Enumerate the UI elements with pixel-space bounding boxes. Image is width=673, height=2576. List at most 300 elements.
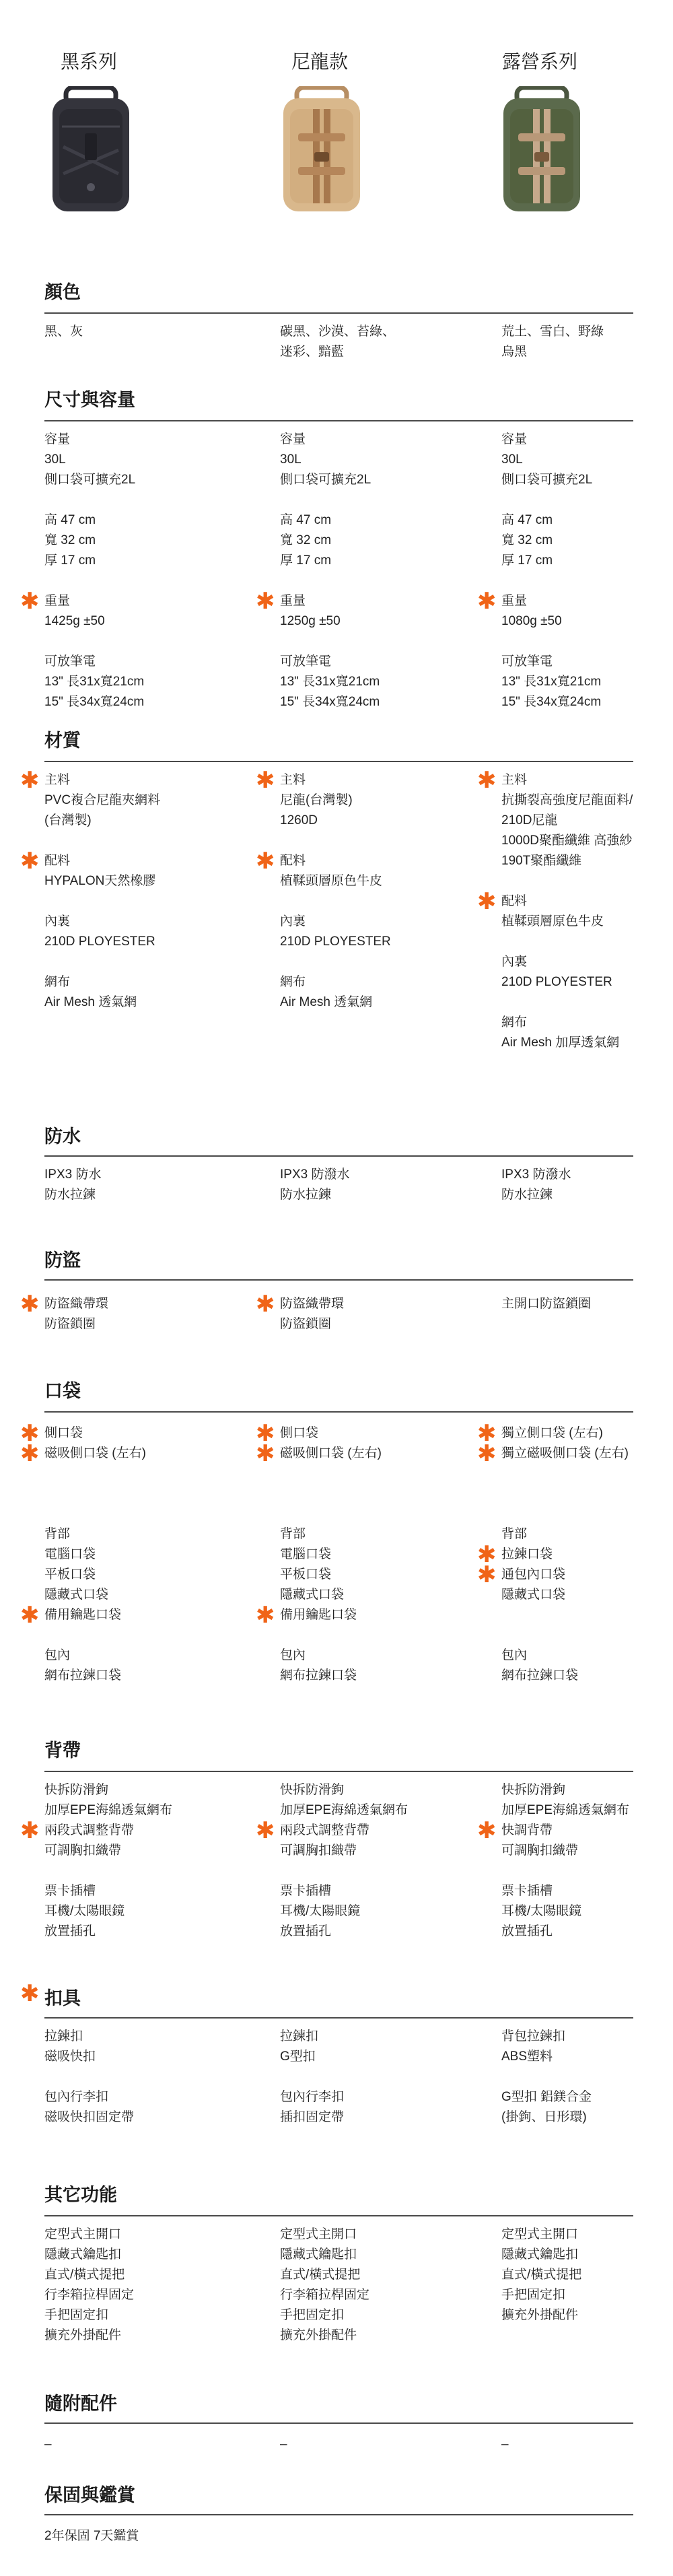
cell-straps-nylon xyxy=(256,1780,482,1942)
spec-line xyxy=(44,2435,246,2455)
spec-line xyxy=(280,2305,482,2326)
spec-line xyxy=(44,430,246,450)
section-divider xyxy=(44,2017,633,2019)
spec-text: 烏黑 xyxy=(501,345,528,359)
spec-text: 13" 長31x寬21cm xyxy=(280,675,380,689)
spacer xyxy=(44,1861,246,1881)
spec-text: 厚 17 cm xyxy=(44,553,96,568)
spacer xyxy=(280,632,482,652)
spacer xyxy=(280,1504,482,1524)
spec-line xyxy=(280,430,482,450)
cell-other-nylon xyxy=(280,2225,482,2346)
spec-text: 快拆防滑鉤 xyxy=(501,1783,566,1797)
spec-text: 30L xyxy=(501,452,523,467)
cell-antitheft-camping xyxy=(501,1294,673,1314)
spec-text: 高 47 cm xyxy=(501,513,553,527)
cell-waterproof-camping xyxy=(501,1165,673,1205)
spec-text: 1260D xyxy=(280,813,318,827)
cell-straps-black xyxy=(20,1780,246,1942)
spec-text: 背部 xyxy=(501,1527,528,1541)
star-marker-icon: ✱ xyxy=(256,1291,275,1318)
spec-text: 網布拉鍊口袋 xyxy=(280,1668,357,1683)
spec-line xyxy=(280,1185,482,1205)
spec-line xyxy=(280,1881,482,1901)
spec-line xyxy=(501,790,673,811)
spec-text: Air Mesh 透氣網 xyxy=(44,995,137,1009)
spec-text: 重量 xyxy=(501,594,528,608)
spec-line xyxy=(44,672,246,692)
spec-line xyxy=(501,2107,673,2128)
spec-line xyxy=(501,1800,673,1821)
spec-line xyxy=(44,1314,246,1334)
spec-line xyxy=(501,1881,673,1901)
spec-text: 1250g ±50 xyxy=(280,614,341,628)
spec-text: – xyxy=(44,2437,52,2451)
spec-text: 電腦口袋 xyxy=(44,1547,96,1561)
cell-pockets-black xyxy=(20,1420,246,1686)
spec-text: 1000D聚酯纖維 高強紗 xyxy=(501,834,633,848)
cell-color-nylon xyxy=(280,322,482,362)
spec-line xyxy=(280,1585,482,1605)
spec-text: 190T聚酯纖維 xyxy=(501,854,582,868)
star-marker-icon: ✱ xyxy=(256,1420,275,1447)
spec-line xyxy=(477,888,673,915)
spec-line xyxy=(20,1817,246,1844)
spec-text: 防水拉鍊 xyxy=(44,1188,96,1202)
spec-line xyxy=(44,470,246,490)
spacer xyxy=(44,831,246,851)
spec-line xyxy=(256,1602,482,1629)
spec-line xyxy=(280,672,482,692)
spec-text: 耳機/太陽眼鏡 xyxy=(44,1904,125,1918)
spec-line xyxy=(280,871,482,891)
spec-text: 包內 xyxy=(280,1648,306,1662)
spec-line xyxy=(256,1440,482,1467)
spec-line xyxy=(280,531,482,551)
spec-line xyxy=(20,767,246,794)
spec-line xyxy=(501,912,673,932)
spacer xyxy=(44,952,246,972)
spec-line xyxy=(20,1420,246,1447)
spec-text: G型扣 xyxy=(280,2049,316,2064)
spec-line xyxy=(44,1922,246,1942)
section-divider xyxy=(44,2514,633,2515)
spec-text: 防盜織帶環 xyxy=(44,1297,109,1311)
spec-line xyxy=(44,652,246,672)
spec-line xyxy=(280,2265,482,2285)
cell-antitheft-black xyxy=(20,1291,246,1334)
spec-text: 獨立磁吸側口袋 (左右) xyxy=(501,1446,629,1460)
spec-text: 可調胸扣織帶 xyxy=(44,1843,122,1858)
spec-text: 定型式主開口 xyxy=(501,2227,579,2241)
spec-text: 13" 長31x寬21cm xyxy=(44,675,145,689)
spec-line xyxy=(44,2107,246,2128)
spec-line xyxy=(44,992,246,1013)
spec-text: 厚 17 cm xyxy=(501,553,553,568)
cell-waterproof-black xyxy=(44,1165,246,1205)
spec-line xyxy=(280,2027,482,2047)
spec-line xyxy=(501,430,673,450)
spec-line xyxy=(501,1165,673,1185)
spec-line xyxy=(501,1841,673,1861)
spec-text: 磁吸側口袋 (左右) xyxy=(44,1446,146,1460)
spec-text: 可放筆電 xyxy=(501,654,553,669)
spacer xyxy=(280,1484,482,1504)
spec-line xyxy=(44,1585,246,1605)
spec-line xyxy=(280,2245,482,2265)
spec-line xyxy=(501,1922,673,1942)
spec-text: 快調背帶 xyxy=(501,1823,553,1837)
spec-text: 主料 xyxy=(501,773,528,787)
spec-text: 防盜織帶環 xyxy=(280,1297,345,1311)
spec-text: 擴充外掛配件 xyxy=(501,2308,579,2322)
star-marker-icon: ✱ xyxy=(477,1541,497,1568)
spec-text: 備用鑰匙口袋 xyxy=(44,1608,122,1622)
spec-text: 容量 xyxy=(280,432,306,446)
star-marker-icon: ✱ xyxy=(477,767,497,794)
section-title-straps: 背帶 xyxy=(44,1740,81,1761)
spacer xyxy=(280,1625,482,1646)
cell-other-black xyxy=(44,2225,246,2346)
spec-line xyxy=(256,588,482,615)
spec-line xyxy=(501,1013,673,1033)
spec-text: 隱藏式口袋 xyxy=(501,1588,566,1602)
spec-text: 快拆防滑鉤 xyxy=(44,1783,109,1797)
spec-line xyxy=(44,1841,246,1861)
star-marker-icon: ✱ xyxy=(20,1440,40,1467)
spec-text: 30L xyxy=(280,452,302,467)
spec-text: 荒土、雪白、野綠 xyxy=(501,325,604,339)
spec-line xyxy=(44,2326,246,2346)
section-divider xyxy=(44,1279,633,1281)
spec-text: 內裏 xyxy=(44,914,71,928)
spec-line xyxy=(256,1817,482,1844)
cell-size-camping xyxy=(477,430,673,712)
spec-text: 票卡插槽 xyxy=(501,1884,553,1898)
spec-text: 寬 32 cm xyxy=(44,533,96,547)
spec-text: 重量 xyxy=(280,594,306,608)
camping-backpack-image xyxy=(498,86,586,214)
spec-text: 高 47 cm xyxy=(280,513,332,527)
spec-text: 背部 xyxy=(44,1527,71,1541)
spec-text: – xyxy=(280,2437,287,2451)
spec-text: 隱藏式口袋 xyxy=(280,1588,345,1602)
spec-line xyxy=(501,1901,673,1922)
spec-text: 可放筆電 xyxy=(280,654,332,669)
spacer xyxy=(501,1605,673,1625)
spec-text: 備用鑰匙口袋 xyxy=(280,1608,357,1622)
cell-antitheft-nylon xyxy=(256,1291,482,1334)
spec-line xyxy=(44,1800,246,1821)
spec-text: 平板口袋 xyxy=(280,1567,332,1582)
cell-pockets-camping xyxy=(477,1420,673,1686)
spec-text: 配料 xyxy=(44,854,71,868)
column-title-camping-series: 露營系列 xyxy=(501,51,577,72)
spacer xyxy=(501,571,673,591)
spacer xyxy=(280,490,482,510)
spec-line xyxy=(44,531,246,551)
section-divider xyxy=(44,312,633,314)
spec-line xyxy=(20,1291,246,1318)
spec-line xyxy=(501,1033,673,1053)
spec-text: 碳黑、沙漠、苔綠、 xyxy=(280,325,396,339)
spec-line xyxy=(44,1666,246,1686)
section-divider xyxy=(44,761,633,762)
spec-line xyxy=(256,1291,482,1318)
cell-warranty-black xyxy=(44,2526,246,2546)
spec-text: 網布拉鍊口袋 xyxy=(501,1668,579,1683)
spec-line xyxy=(280,2285,482,2305)
spec-text: 植鞣頭層原色牛皮 xyxy=(501,914,604,928)
cell-accessories-camping xyxy=(501,2435,673,2455)
spec-line xyxy=(280,2047,482,2067)
spec-line xyxy=(44,551,246,571)
spec-line xyxy=(256,767,482,794)
spec-text: 行李箱拉桿固定 xyxy=(280,2288,370,2302)
spec-line xyxy=(44,932,246,952)
spec-line xyxy=(280,1565,482,1585)
spec-text: HYPALON天然橡膠 xyxy=(44,874,156,888)
spec-line xyxy=(20,1602,246,1629)
spec-text: 側口袋 xyxy=(44,1426,83,1440)
spec-line xyxy=(44,2305,246,2326)
spec-line xyxy=(501,672,673,692)
spec-line xyxy=(280,1841,482,1861)
spec-text: 直式/橫式提把 xyxy=(501,2268,582,2282)
spec-line xyxy=(280,342,482,362)
spacer xyxy=(44,490,246,510)
spec-line xyxy=(501,470,673,490)
spec-line xyxy=(20,588,246,615)
spec-text: 加厚EPE海綿透氣網布 xyxy=(280,1803,409,1817)
section-title-buckles: ✱ 扣具 xyxy=(20,1980,81,2008)
spec-text: 高 47 cm xyxy=(44,513,96,527)
spec-line xyxy=(280,510,482,531)
star-marker-icon: ✱ xyxy=(477,1440,497,1467)
spec-text: – xyxy=(501,2437,509,2451)
spec-line xyxy=(280,692,482,712)
spacer xyxy=(501,992,673,1013)
spec-line xyxy=(44,2285,246,2305)
spacer xyxy=(44,2067,246,2087)
spec-text: 主料 xyxy=(280,773,306,787)
spec-line xyxy=(501,1585,673,1605)
spec-line xyxy=(501,952,673,972)
spec-line xyxy=(44,450,246,470)
spec-line xyxy=(501,2245,673,2265)
spec-text: 網布 xyxy=(44,975,71,989)
spec-line xyxy=(280,1666,482,1686)
nylon-backpack-image xyxy=(278,86,365,214)
spec-line xyxy=(501,2225,673,2245)
spec-text: 加厚EPE海綿透氣網布 xyxy=(501,1803,630,1817)
spacer xyxy=(280,952,482,972)
spec-line xyxy=(280,551,482,571)
spec-line xyxy=(501,2285,673,2305)
star-marker-icon: ✱ xyxy=(477,1420,497,1447)
section-title-other: 其它功能 xyxy=(44,2185,117,2205)
spec-text: 15" 長34x寬24cm xyxy=(280,695,380,709)
spec-text: 拉鍊口袋 xyxy=(501,1547,553,1561)
spec-text: 可調胸扣織帶 xyxy=(501,1843,579,1858)
spec-text: 15" 長34x寬24cm xyxy=(501,695,602,709)
cell-pockets-nylon xyxy=(256,1420,482,1686)
spec-text: IPX3 防潑水 xyxy=(280,1167,350,1182)
spec-line xyxy=(280,2107,482,2128)
spec-line xyxy=(477,1440,673,1467)
spec-line xyxy=(44,1524,246,1545)
spec-text: 插扣固定帶 xyxy=(280,2110,345,2124)
spec-line xyxy=(501,1666,673,1686)
section-title-pockets: 口袋 xyxy=(44,1381,81,1401)
spec-line xyxy=(280,1165,482,1185)
star-marker-icon: ✱ xyxy=(256,1602,275,1629)
spec-line xyxy=(44,611,246,632)
cell-size-nylon xyxy=(256,430,482,712)
spec-text: 兩段式調整背帶 xyxy=(280,1823,370,1837)
star-marker-icon: ✱ xyxy=(20,1291,40,1318)
cell-buckles-black xyxy=(44,2027,246,2128)
spec-text: 15" 長34x寬24cm xyxy=(44,695,145,709)
spec-text: 13" 長31x寬21cm xyxy=(501,675,602,689)
spec-line xyxy=(280,992,482,1013)
spec-line xyxy=(44,1185,246,1205)
spacer xyxy=(501,1504,673,1524)
star-marker-icon: ✱ xyxy=(256,1817,275,1844)
cell-material-camping xyxy=(477,767,673,1053)
spec-line xyxy=(44,1780,246,1800)
spec-line xyxy=(44,811,246,831)
spec-line xyxy=(501,2027,673,2047)
spec-text: 迷彩、黯藍 xyxy=(280,345,345,359)
spec-line xyxy=(44,322,246,342)
spec-text: 210D PLOYESTER xyxy=(44,935,155,949)
spec-text: 植鞣頭層原色牛皮 xyxy=(280,874,383,888)
star-marker-icon: ✱ xyxy=(20,767,40,794)
spec-text: 網布拉鍊口袋 xyxy=(44,1668,122,1683)
spec-text: 配料 xyxy=(280,854,306,868)
spec-line xyxy=(501,1780,673,1800)
spec-text: 磁吸快扣固定帶 xyxy=(44,2110,135,2124)
spec-line xyxy=(501,831,673,851)
spec-line xyxy=(280,1314,482,1334)
spec-text: 寬 32 cm xyxy=(501,533,553,547)
spec-text: 放置插孔 xyxy=(280,1924,332,1938)
spec-text: 包內 xyxy=(44,1648,71,1662)
spec-line xyxy=(501,2265,673,2285)
spec-line xyxy=(501,2305,673,2326)
spec-line xyxy=(501,1185,673,1205)
spec-text: 放置插孔 xyxy=(44,1924,96,1938)
spec-text: 抗撕裂高強度尼龍面料/ xyxy=(501,793,633,807)
spec-line xyxy=(44,2027,246,2047)
star-marker-icon: ✱ xyxy=(20,1602,40,1629)
spec-line xyxy=(44,2225,246,2245)
cell-other-camping xyxy=(501,2225,673,2326)
spec-text: 直式/橫式提把 xyxy=(44,2268,125,2282)
spec-text: 容量 xyxy=(44,432,71,446)
spec-text: 隱藏式鑰匙扣 xyxy=(501,2247,579,2262)
spec-text: G型扣 鋁鎂合金 xyxy=(501,2090,592,2104)
section-divider xyxy=(44,1771,633,1772)
star-marker-icon: ✱ xyxy=(256,848,275,875)
spec-line xyxy=(501,851,673,871)
spec-line xyxy=(477,767,673,794)
spacer xyxy=(280,1464,482,1484)
spec-line xyxy=(501,1646,673,1666)
cell-buckles-camping xyxy=(501,2027,673,2128)
black-backpack-image xyxy=(47,86,135,214)
section-title-waterproof: 防水 xyxy=(44,1126,81,1147)
spec-text: 平板口袋 xyxy=(44,1567,96,1582)
spec-line xyxy=(501,2047,673,2067)
star-marker-icon: ✱ xyxy=(256,767,275,794)
spacer xyxy=(280,571,482,591)
section-title-antitheft: 防盜 xyxy=(44,1250,81,1270)
spec-line xyxy=(280,1922,482,1942)
section-divider xyxy=(44,1411,633,1413)
spec-line xyxy=(256,848,482,875)
star-marker-icon: ✱ xyxy=(20,1980,40,2007)
spec-line xyxy=(44,2245,246,2265)
spec-line xyxy=(280,1901,482,1922)
spec-text: 1425g ±50 xyxy=(44,614,105,628)
spec-line xyxy=(501,1294,673,1314)
spec-text: 包內 xyxy=(501,1648,528,1662)
spacer xyxy=(280,2067,482,2087)
spec-line xyxy=(44,2265,246,2285)
spec-text: PVC複合尼龍夾網料 xyxy=(44,793,161,807)
spec-line xyxy=(477,1420,673,1447)
spec-text: 側口袋可擴充2L xyxy=(44,473,136,487)
spec-text: 210D PLOYESTER xyxy=(501,975,612,989)
section-divider xyxy=(44,1155,633,1157)
spec-text: ABS塑料 xyxy=(501,2049,553,2064)
spec-line xyxy=(44,790,246,811)
section-title-warranty: 保固與鑑賞 xyxy=(44,2485,135,2505)
spec-text: 尼龍(台灣製) xyxy=(280,793,353,807)
column-title-black-series: 黑系列 xyxy=(60,51,117,72)
cell-accessories-nylon xyxy=(280,2435,482,2455)
spec-line xyxy=(256,1420,482,1447)
spacer xyxy=(501,632,673,652)
spec-line xyxy=(280,470,482,490)
spec-text: 210D PLOYESTER xyxy=(280,935,391,949)
spacer xyxy=(280,891,482,912)
spec-line xyxy=(501,652,673,672)
section-divider xyxy=(44,2422,633,2424)
spec-text: 磁吸側口袋 (左右) xyxy=(280,1446,382,1460)
spec-text: 隱藏式鑰匙扣 xyxy=(44,2247,122,2262)
cell-buckles-nylon xyxy=(280,2027,482,2128)
spec-text: 隱藏式口袋 xyxy=(44,1588,109,1602)
spec-text: 加厚EPE海綿透氣網布 xyxy=(44,1803,173,1817)
spec-text: (台灣製) xyxy=(44,813,92,827)
spacer xyxy=(44,1504,246,1524)
section-title-size: 尺寸與容量 xyxy=(44,390,135,410)
spec-text: 210D尼龍 xyxy=(501,813,558,827)
spec-text: 擴充外掛配件 xyxy=(280,2328,357,2342)
section-divider xyxy=(44,420,633,421)
cell-size-black xyxy=(20,430,246,712)
spec-text: 直式/橫式提把 xyxy=(280,2268,361,2282)
spec-line xyxy=(44,1565,246,1585)
spacer xyxy=(44,1625,246,1646)
spec-text: 耳機/太陽眼鏡 xyxy=(501,1904,582,1918)
spec-text: Air Mesh 加厚透氣網 xyxy=(501,1036,620,1050)
cell-straps-camping xyxy=(477,1780,673,1942)
spacer xyxy=(44,1484,246,1504)
